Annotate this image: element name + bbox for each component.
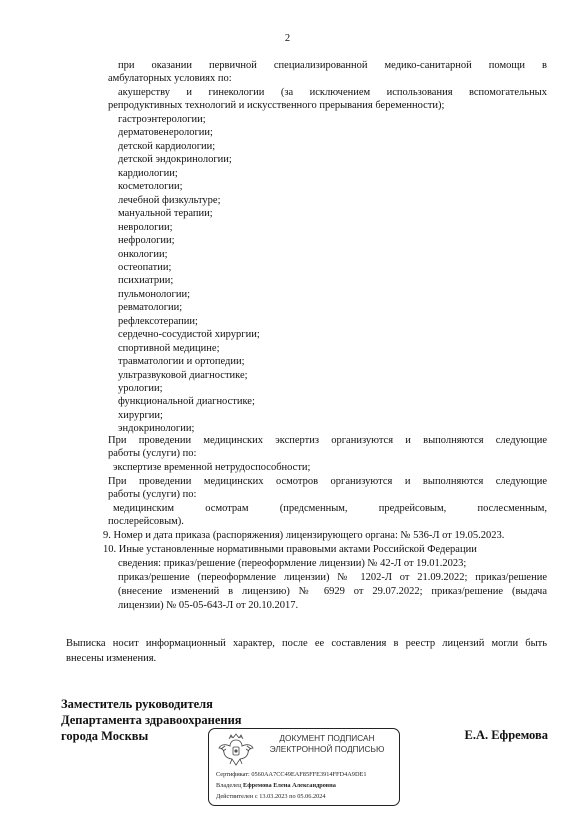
signatory-name: Е.А. Ефремова — [464, 728, 548, 742]
specialty-item: урологии; — [118, 383, 163, 394]
specialty-item: травматологии и ортопедии; — [118, 356, 245, 368]
specialty-item: дерматовенерологии; — [118, 127, 213, 139]
point-10-line-3: приказ/решение (переоформление лицензии) № 1202-Л от 21.09.2022; приказ/решение — [118, 572, 547, 583]
specialty-item: спортивной медицине; — [118, 342, 220, 354]
notice-line-2: внесены изменения. — [66, 653, 157, 664]
point-10-line-1: 10. Иные установленные нормативными правовыми актами Российской Федерации — [103, 544, 477, 555]
stamp-owner-label: Владелец — [216, 782, 242, 789]
exams-line-2: работы (услуги) по: — [108, 489, 197, 500]
specialty-item: косметологии; — [118, 181, 183, 193]
specialty-item: ревматологии; — [118, 302, 183, 314]
stamp-title-line-2: ЭЛЕКТРОННОЙ ПОДПИСЬЮ — [269, 744, 385, 754]
specialty-item: остеопатии; — [118, 261, 172, 273]
signatory-position-line-1: Заместитель руководителя — [61, 697, 213, 711]
specialty-item: онкологии; — [118, 248, 168, 260]
intro-line-1: при оказании первичной специализированной медико-санитарной помощи в — [118, 60, 547, 71]
specialty-item: сердечно-сосудистой хирургии; — [118, 329, 260, 341]
coat-of-arms-icon — [216, 732, 256, 770]
point-10-line-4: (внесение изменений в лицензию) № 6929 от 29.07.2022; приказ/решение (выдача — [118, 586, 547, 597]
specialty-item: пульмонологии; — [118, 288, 191, 300]
specialty-item: хирургии; — [118, 409, 163, 421]
specialty-item: нефрологии; — [118, 235, 175, 247]
specialty-item: функциональной диагностике; — [118, 396, 255, 408]
specialty-item: кардиологии; — [118, 167, 178, 179]
notice-line-1: Выписка носит информационный характер, после ее составления в реестр лицензий могли быть — [66, 638, 547, 649]
expertise-line-2: работы (услуги) по: — [108, 448, 197, 459]
point-9: 9. Номер и дата приказа (распоряжения) лицензирующего органа: № 536-Л от 19.05.2023. — [103, 530, 505, 541]
exams-item-line-2: послерейсовым). — [108, 516, 184, 527]
specialty-item: гастроэнтерологии; — [118, 114, 206, 125]
obstetrics-line-2: репродуктивных технологий и искусственного прерывания беременности); — [108, 100, 445, 111]
specialty-item: мануальной терапии; — [118, 208, 213, 220]
specialty-item: лечебной физкультуре; — [118, 194, 221, 206]
stamp-certificate: Сертификат: 0560AA7CC49EAF85FFE3914FFD4A9DE1 — [216, 771, 367, 778]
expertise-item: экспертизе временной нетрудоспособности; — [113, 462, 311, 473]
point-10-line-5: лицензии) № 05-05-643-Л от 20.10.2017. — [118, 600, 299, 611]
specialty-item: неврологии; — [118, 221, 173, 233]
signatory-position-line-3: города Москвы — [61, 729, 149, 743]
stamp-title-line-1: ДОКУМЕНТ ПОДПИСАН — [279, 733, 375, 743]
exams-item-line-1: медицинским осмотрам (предсменным, предрейсовым, послесменным, — [113, 503, 547, 514]
specialty-item: детской кардиологии; — [118, 140, 216, 152]
page-number: 2 — [284, 33, 291, 44]
specialty-item: эндокринологии; — [118, 423, 195, 435]
specialty-item: ультразвуковой диагностике; — [118, 369, 248, 381]
stamp-owner: Ефремова Елена Александровна — [243, 782, 336, 789]
intro-line-2: амбулаторных условиях по: — [108, 73, 232, 84]
exams-line-1: При проведении медицинских осмотров организуются и выполняются следующие — [108, 476, 547, 487]
specialty-item: рефлексотерапии; — [118, 315, 198, 327]
signatory-position-line-2: Департамента здравоохранения — [61, 713, 242, 727]
electronic-signature-stamp — [208, 728, 400, 806]
stamp-owner-row — [216, 782, 336, 790]
expertise-line-1: При проведении медицинских экспертиз организуются и выполняются следующие — [108, 435, 547, 446]
obstetrics-line-1: акушерству и гинекологии (за исключением использования вспомогательных — [118, 87, 547, 98]
stamp-validity: Действителен с 13.03.2023 по 05.06.2024 — [216, 793, 326, 800]
specialty-item: психиатрии; — [118, 275, 174, 287]
point-10-line-2: сведения: приказ/решение (переоформление лицензии) № 42-Л от 19.01.2023; — [118, 558, 467, 569]
specialty-item: детской эндокринологии; — [118, 154, 232, 166]
